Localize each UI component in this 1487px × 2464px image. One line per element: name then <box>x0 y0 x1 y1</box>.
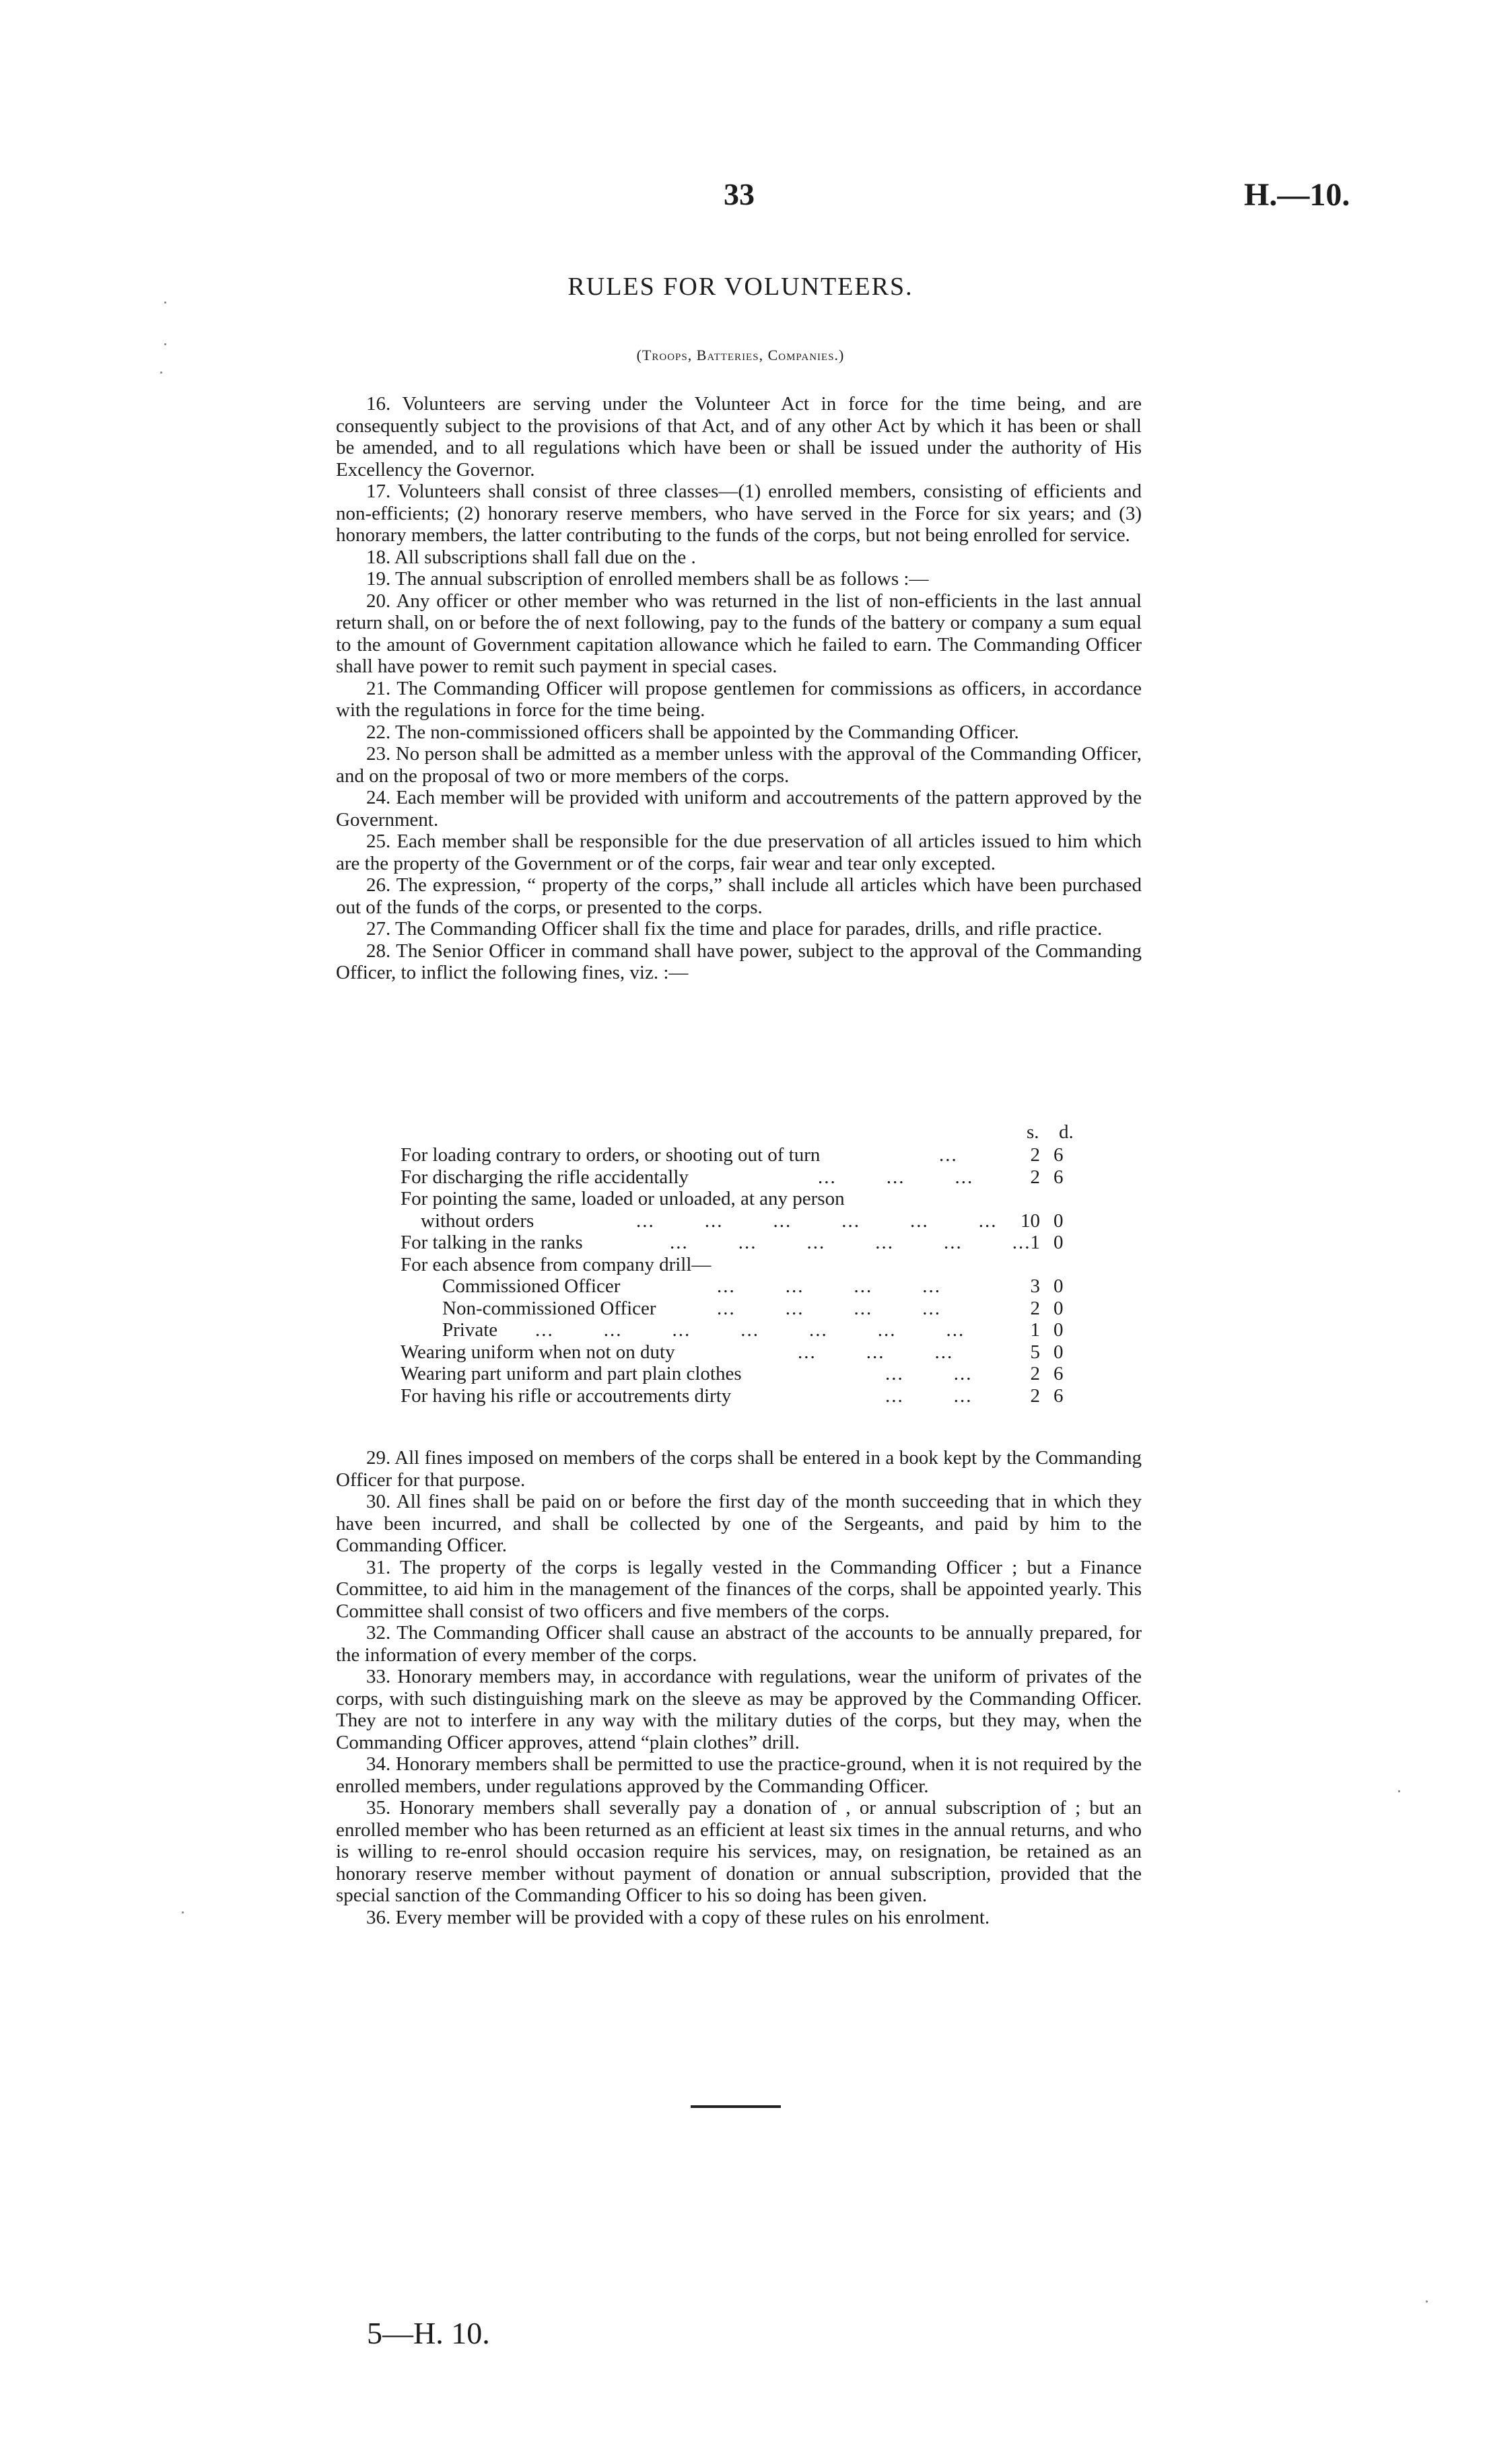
page-number: 33 <box>724 177 755 211</box>
rule-paragraph: 36. Every member will be provided with a copy of these rules on his enrolment. <box>366 1906 990 1928</box>
fine-shillings: 2 <box>1030 1166 1040 1188</box>
fines-table-header <box>401 1121 1107 1144</box>
leader-dots: ... ... <box>885 1363 973 1384</box>
fine-offence: For pointing the same, loaded or unloaded, at any person <box>401 1188 845 1209</box>
document-code: H.—10. <box>1244 177 1350 213</box>
page-subtitle: (Troops, Batteries, Companies.) <box>636 347 845 363</box>
fine-pence: 6 <box>1053 1166 1064 1188</box>
fine-shillings: 2 <box>1030 1297 1040 1319</box>
fine-offence: Wearing uniform when not on duty <box>401 1341 675 1363</box>
rule-paragraph: 32. The Commanding Officer shall cause an abstract of the accounts to be annually prepared, for the information of every member of the corps. <box>336 1622 1142 1666</box>
fine-pence: 6 <box>1053 1384 1064 1407</box>
fine-offence: For discharging the rifle accidentally <box>401 1166 689 1188</box>
fine-row <box>401 1341 1107 1364</box>
margin-speck <box>182 1911 184 1913</box>
rule-paragraph: 20. Any officer or other member who was returned in the list of non-efficients in the last annual return shall, on or before the of next following, pay to the funds of the battery or company a sum equal to the amount of Government capitation allowance which he failed to earn. The Commanding Officer shall have power to remit such payment in special cases. <box>336 590 1142 677</box>
fine-shillings: 1 <box>1030 1319 1040 1341</box>
fine-offence: without orders <box>421 1209 534 1232</box>
fine-offence: Commissioned Officer <box>442 1275 621 1297</box>
rule-paragraph: 30. All fines shall be paid on or before the first day of the month succeeding that in which they have been incurred, and shall be collected by one of the Sergeants, and paid by him to the Commanding Officer. <box>336 1491 1142 1556</box>
fine-pence: 0 <box>1053 1297 1064 1319</box>
rules-block-2 <box>336 1447 1142 1928</box>
fine-pence: 0 <box>1053 1232 1064 1253</box>
fine-shillings: 10 <box>1021 1209 1040 1232</box>
rule-paragraph: 22. The non-commissioned officers shall be appointed by the Commanding Officer. <box>366 721 1019 743</box>
fine-shillings: 2 <box>1030 1363 1040 1384</box>
fine-row <box>401 1363 1107 1385</box>
leader-dots: ... <box>939 1144 958 1166</box>
closing-rule-line <box>691 2105 781 2108</box>
fine-row <box>401 1298 1107 1320</box>
fines-rows <box>401 1144 1107 1407</box>
fine-shillings: 2 <box>1030 1384 1040 1407</box>
rule-paragraph: 28. The Senior Officer in command shall have power, subject to the approval of the Commanding Officer, to inflict the following fines, viz. :— <box>336 940 1142 983</box>
fine-shillings: 1 <box>1030 1232 1040 1253</box>
leader-dots: ... ... ... <box>818 1166 974 1188</box>
page-title: RULES FOR VOLUNTEERS. <box>567 273 913 301</box>
leader-dots: ... ... ... ... <box>717 1297 941 1319</box>
leader-dots: ... ... ... ... ... ... <box>636 1209 998 1232</box>
footer-code: 5—H. 10. <box>367 2316 490 2350</box>
fine-row <box>401 1210 1107 1232</box>
fine-offence: Non-commissioned Officer <box>442 1297 656 1319</box>
fine-offence: For loading contrary to orders, or shooting out of turn <box>401 1144 821 1166</box>
fine-row <box>401 1254 1107 1276</box>
rule-paragraph: 33. Honorary members may, in accordance with regulations, wear the uniform of privates of the corps, with such distinguishing mark on the sleeve as may be approved by the Commanding Officer. They are not to interfere in any way with the military duties of the corps, but they may, when the Commanding Officer approves, attend “plain clothes” drill. <box>336 1666 1142 1753</box>
shillings-column-header: s. <box>1027 1121 1039 1143</box>
rule-paragraph: 17. Volunteers shall consist of three classes—(1) enrolled members, consisting of efficients and non-efficients; (2) honorary reserve members, who have served in the Force for six years; and (3) honorary members, the latter contributing to the funds of the corps, but not being enrolled for service. <box>336 481 1142 546</box>
rule-paragraph: 19. The annual subscription of enrolled members shall be as follows :— <box>366 568 929 590</box>
rule-paragraph: 29. All fines imposed on members of the corps shall be entered in a book kept by the Commanding Officer for that purpose. <box>336 1447 1142 1491</box>
fine-offence: For each absence from company drill— <box>401 1253 712 1275</box>
fines-table <box>401 1121 1107 1407</box>
rule-paragraph: 27. The Commanding Officer shall fix the time and place for parades, drills, and rifle practice. <box>366 918 1103 940</box>
rules-block-1 <box>336 393 1142 984</box>
margin-speck <box>164 302 166 304</box>
fine-shillings: 3 <box>1030 1275 1040 1297</box>
pence-column-header: d. <box>1059 1121 1074 1143</box>
fine-row <box>401 1166 1107 1189</box>
rule-paragraph: 18. All subscriptions shall fall due on the . <box>366 546 696 568</box>
fine-row <box>401 1319 1107 1341</box>
fine-row <box>401 1232 1107 1254</box>
fine-offence: Wearing part uniform and part plain clothes <box>401 1363 742 1384</box>
rule-paragraph: 31. The property of the corps is legally vested in the Commanding Officer ; but a Finance Committee, to aid him in the management of the finances of the corps, shall be appointed yearly. This Committee shall consist of two officers and five members of the corps. <box>336 1556 1142 1622</box>
fine-row <box>401 1275 1107 1298</box>
rule-paragraph: 21. The Commanding Officer will propose gentlemen for commissions as officers, in accordance with the regulations in force for the time being. <box>336 677 1142 721</box>
rule-paragraph: 34. Honorary members shall be permitted to use the practice-ground, when it is not required by the enrolled members, under regulations approved by the Commanding Officer. <box>336 1753 1142 1797</box>
fine-shillings: 2 <box>1030 1144 1040 1166</box>
fine-pence: 0 <box>1053 1341 1064 1363</box>
margin-speck <box>1398 1790 1400 1792</box>
fine-pence: 0 <box>1053 1209 1064 1232</box>
leader-dots: ... ... ... ... ... ... <box>670 1232 1031 1253</box>
fine-offence: Private <box>442 1319 498 1341</box>
fine-row <box>401 1188 1107 1210</box>
margin-speck <box>1426 2300 1428 2302</box>
fine-offence: For having his rifle or accoutrements dirty <box>401 1384 732 1407</box>
fine-pence: 0 <box>1053 1319 1064 1341</box>
fine-shillings: 5 <box>1030 1341 1040 1363</box>
rule-paragraph: 25. Each member shall be responsible for the due preservation of all articles issued to him which are the property of the Government or of the corps, fair wear and tear only excepted. <box>336 831 1142 874</box>
rule-paragraph: 26. The expression, “ property of the corps,” shall include all articles which have been purchased out of the funds of the corps, or presented to the corps. <box>336 874 1142 918</box>
fine-pence: 6 <box>1053 1144 1064 1166</box>
rule-paragraph: 16. Volunteers are serving under the Volunteer Act in force for the time being, and are consequently subject to the provisions of that Act, and of any other Act by which it has been or shall be amended, and to all regulations which have been or shall be issued under the authority of His Excellency the Governor. <box>336 393 1142 481</box>
rule-paragraph: 23. No person shall be admitted as a member unless with the approval of the Commanding Officer, and on the proposal of two or more members of the corps. <box>336 743 1142 787</box>
fine-pence: 0 <box>1053 1275 1064 1297</box>
fine-offence: For talking in the ranks <box>401 1232 583 1253</box>
margin-speck <box>164 343 166 345</box>
leader-dots: ... ... ... ... <box>717 1275 941 1297</box>
rule-paragraph: 24. Each member will be provided with uniform and accoutrements of the pattern approved by the Government. <box>336 787 1142 831</box>
fine-pence: 6 <box>1053 1363 1064 1384</box>
rule-paragraph: 35. Honorary members shall severally pay a donation of , or annual subscription of ; but an enrolled member who has been returned as an efficient at least six times in the annual returns, and who is willing to re-enrol should occasion require his services, may, on resignation, be retained as an honorary reserve member without payment of donation or annual subscription, provided that the special sanction of the Commanding Officer to his so doing has been given. <box>336 1797 1142 1906</box>
fine-row <box>401 1144 1107 1166</box>
leader-dots: ... ... ... ... ... ... ... <box>535 1319 965 1341</box>
fine-row <box>401 1385 1107 1407</box>
margin-speck <box>160 372 162 374</box>
leader-dots: ... ... ... <box>798 1341 954 1363</box>
leader-dots: ... ... <box>885 1384 973 1407</box>
